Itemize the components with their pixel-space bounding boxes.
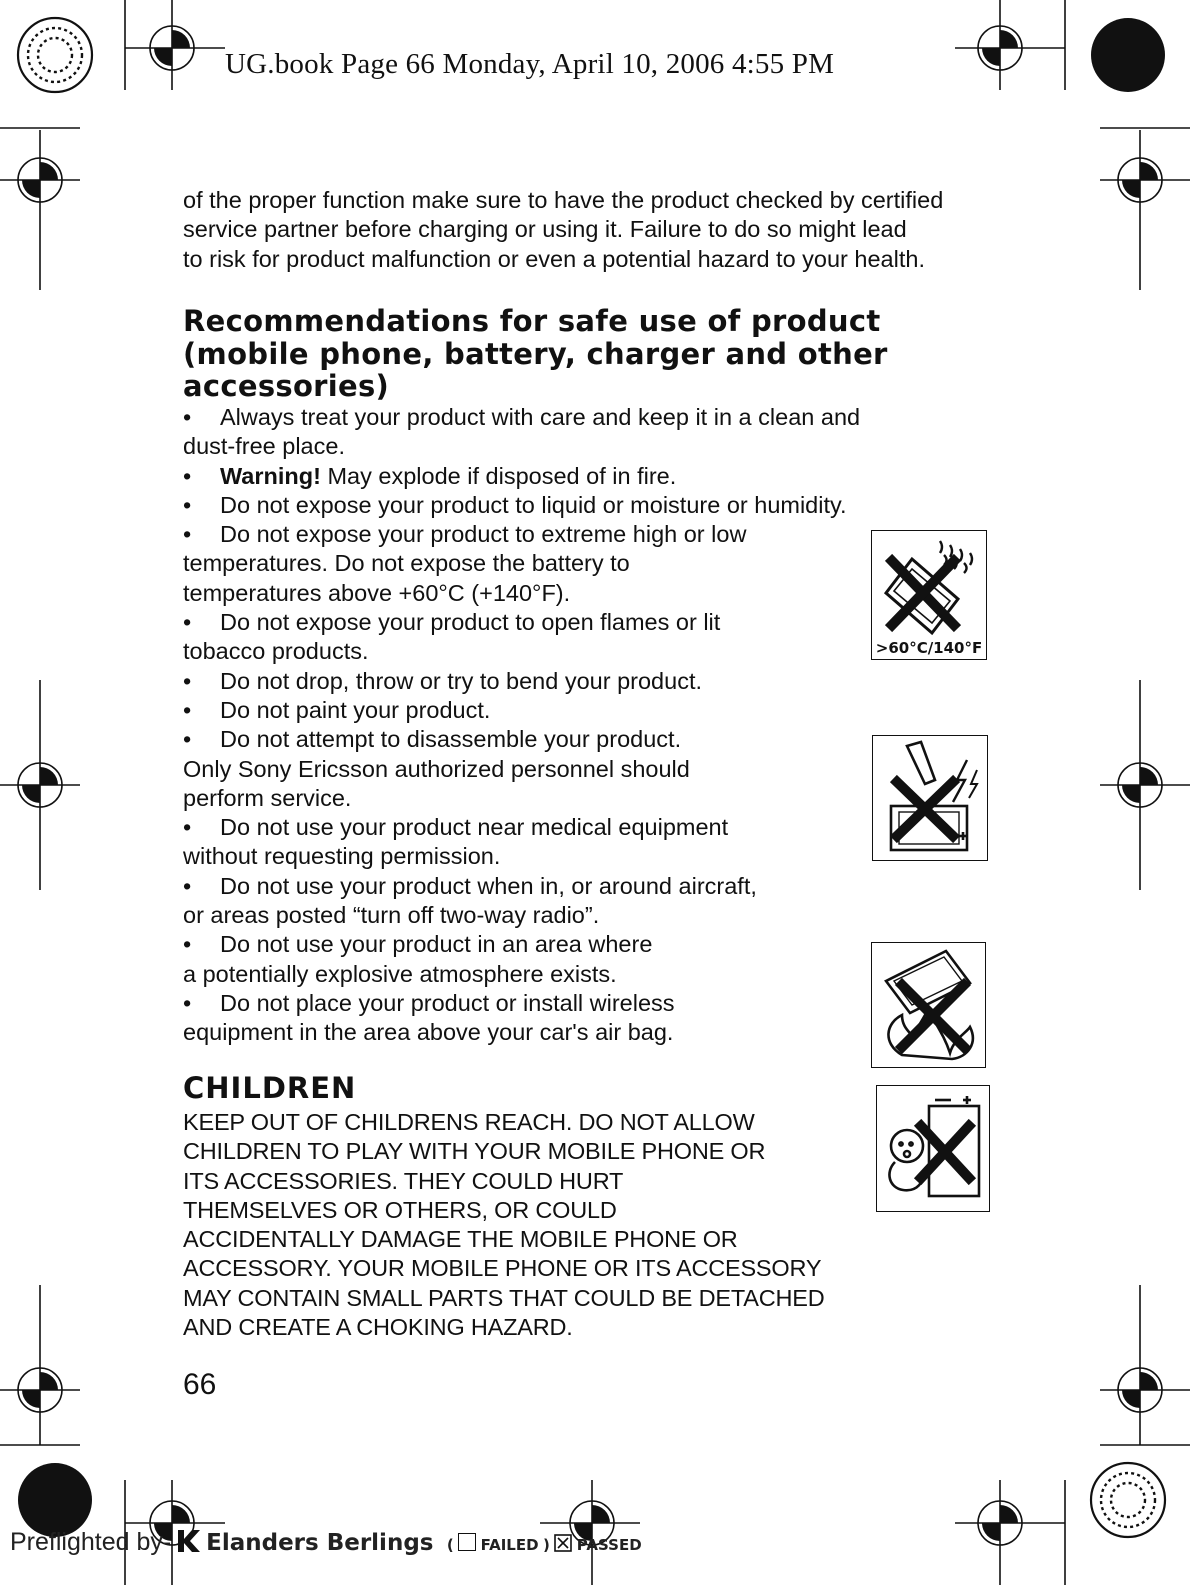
no-children-icon: [876, 1085, 990, 1212]
section-heading: [183, 305, 888, 403]
list-item: • Do not use your product in an area where: [183, 930, 860, 959]
intro-paragraph: [183, 186, 1003, 274]
passed-label: PASSED: [576, 1536, 642, 1554]
bullet: •: [183, 462, 192, 489]
bullet: •: [183, 667, 192, 694]
book-header: UG.book Page 66 Monday, April 10, 2006 4:55 PM: [225, 48, 835, 80]
list-continuation: equipment in the area above your car's air bag.: [183, 1019, 674, 1046]
list-item: • Do not expose your product to open flames or lit: [183, 608, 860, 637]
list-continuation: tobacco products.: [183, 638, 369, 665]
bullet: •: [183, 609, 192, 636]
list-item: • Always treat your product with care and keep it in a clean and: [183, 403, 860, 432]
intro-line: of the proper function make sure to have the product checked by certified: [183, 187, 944, 213]
temperature-label: >60°C/140°F: [875, 639, 983, 657]
list-continuation: temperatures above +60°C (+140°F).: [183, 579, 571, 606]
bullet: •: [183, 726, 192, 753]
intro-line: to risk for product malfunction or even a potential hazard to your health.: [183, 245, 925, 272]
preflighted-label: Preflighted by: [10, 1528, 163, 1556]
no-disassemble-icon: [872, 735, 988, 861]
list-continuation: dust-free place.: [183, 433, 345, 460]
list-continuation: or areas posted “turn off two-way radio”.: [183, 902, 600, 929]
intro-line: service partner before charging or using it. Failure to do so might lead: [183, 216, 907, 243]
list-continuation: without requesting permission.: [183, 843, 501, 870]
children-line: KEEP OUT OF CHILDRENS REACH. DO NOT ALLOW: [183, 1109, 755, 1135]
list-item: • Warning! May explode if disposed of in fire.: [183, 462, 860, 491]
no-fire-icon: [871, 942, 986, 1068]
children-warning: [183, 1108, 825, 1342]
bullet: •: [183, 931, 192, 958]
list-item: • Do not place your product or install wireless: [183, 989, 860, 1018]
list-item: • Do not expose your product to extreme high or low: [183, 520, 860, 549]
no-heat-icon: [871, 530, 987, 660]
children-line: ITS ACCESSORIES. THEY COULD HURT: [183, 1167, 624, 1194]
list-continuation: perform service.: [183, 784, 352, 811]
heading-line: Recommendations for safe use of product: [183, 304, 881, 338]
children-line: CHILDREN TO PLAY WITH YOUR MOBILE PHONE OR: [183, 1138, 766, 1165]
bullet: •: [183, 491, 192, 518]
list-continuation: Only Sony Ericsson authorized personnel should: [183, 755, 690, 782]
list-continuation: a potentially explosive atmosphere exists.: [183, 960, 617, 987]
bullet: •: [183, 521, 192, 548]
heading-line: accessories): [183, 369, 390, 403]
list-item: • Do not use your product near medical equipment: [183, 813, 860, 842]
list-item: • Do not drop, throw or try to bend your product.: [183, 667, 860, 696]
children-line: ACCIDENTALLY DAMAGE THE MOBILE PHONE OR: [183, 1226, 738, 1253]
children-line: THEMSELVES OR OTHERS, OR COULD: [183, 1196, 617, 1223]
failed-checkbox-icon: [458, 1533, 476, 1551]
list-continuation: temperatures. Do not expose the battery to: [183, 550, 630, 577]
children-line: AND CREATE A CHOKING HAZARD.: [183, 1314, 573, 1341]
children-line: ACCESSORY. YOUR MOBILE PHONE OR ITS ACCESSORY: [183, 1255, 822, 1282]
bullet: •: [183, 872, 192, 899]
brand-logo-icon: [176, 1528, 202, 1554]
children-heading: CHILDREN: [183, 1071, 357, 1105]
children-line: MAY CONTAIN SMALL PARTS THAT COULD BE DETACHED: [183, 1284, 825, 1311]
bullet: •: [183, 404, 192, 430]
bullet: •: [183, 989, 192, 1016]
list-item: • Do not attempt to disassemble your product.: [183, 725, 860, 754]
passed-checkbox-icon: [554, 1534, 572, 1552]
bullet: •: [183, 696, 192, 723]
heading-line: (mobile phone, battery, charger and other: [183, 336, 888, 371]
bullet: •: [183, 814, 192, 841]
list-item: • Do not use your product when in, or around aircraft,: [183, 872, 860, 901]
warning-label: Warning!: [220, 462, 321, 489]
brand-name: Elanders Berlings: [206, 1530, 434, 1556]
failed-label: FAILED: [480, 1536, 539, 1554]
list-item: • Do not paint your product.: [183, 696, 860, 725]
safety-list: [183, 403, 860, 1048]
list-item: • Do not expose your product to liquid or moisture or humidity.: [183, 491, 860, 520]
page-number: 66: [183, 1368, 217, 1401]
preflight-stamp: Preflighted by- Elanders Berlings ( FAILED ) PASSED: [10, 1528, 642, 1556]
